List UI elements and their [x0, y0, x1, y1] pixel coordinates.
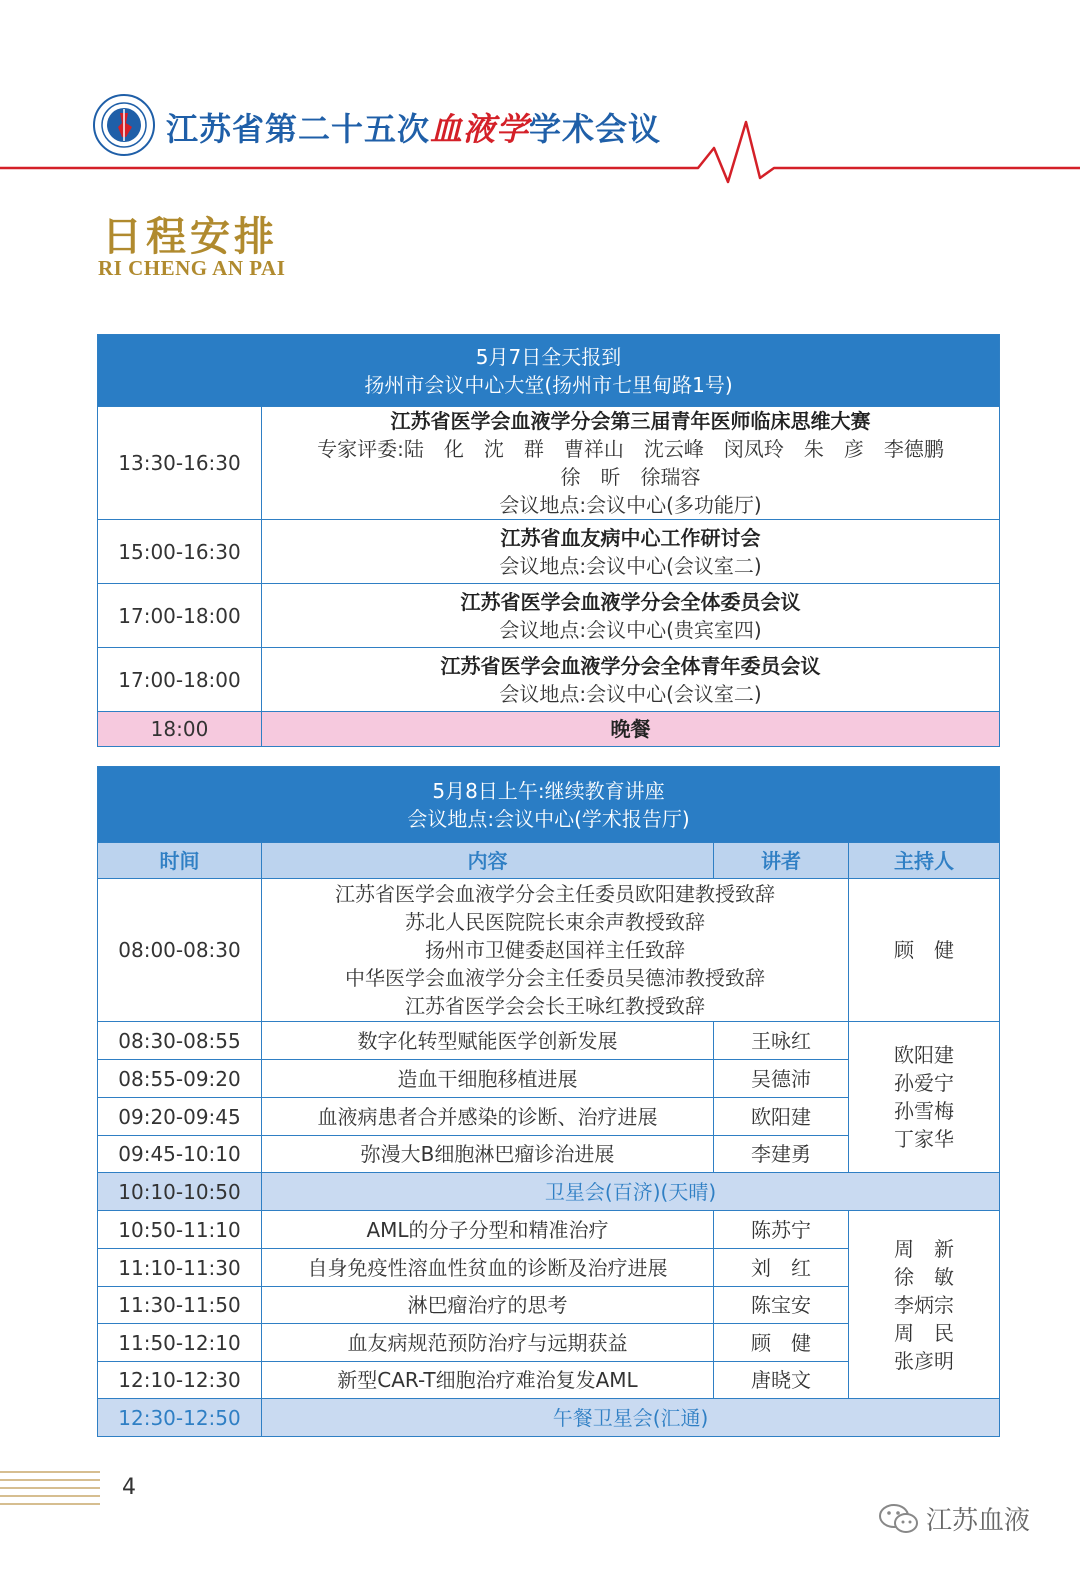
block2-hosts: 周 新 徐 敏 李炳宗 周 民 张彦明 [849, 1211, 1000, 1399]
wechat-account-name: 江苏血液 [926, 1506, 1031, 1536]
schedule-table-day2 [97, 766, 1000, 1437]
table-row: 12:10-12:30 新型CAR-T细胞治疗难治复发AML 唐晓文 [98, 1362, 1000, 1399]
table-row: 13:30-16:30 江苏省医学会血液学分会第三届青年医师临床思维大赛 专家评委:陆 化 沈 群 曹祥山 沈云峰 闵凤玲 朱 彦 李德鹏 徐 昕 徐瑞容 会议地点:会议中心(多功能厅) [98, 407, 1000, 520]
table-row: 17:00-18:00 江苏省医学会血液学分会全体委员会议 会议地点:会议中心(贵宾室四) [98, 584, 1000, 648]
day1-header: 5月7日全天报到 扬州市会议中心大堂(扬州市七里甸路1号) [98, 335, 1000, 407]
break-row: 10:10-10:50 卫星会(百济)(天晴) [98, 1173, 1000, 1211]
conference-title: 江苏省第二十五次血液学学术会议 [166, 110, 662, 148]
table-row: 10:50-11:10 AML的分子分型和精准治疗 陈苏宁 周 新 徐 敏 李炳宗 周 民 张彦明 [98, 1211, 1000, 1249]
break-row: 12:30-12:50 午餐卫星会(汇通) [98, 1399, 1000, 1437]
table-row: 11:50-12:10 血友病规范预防治疗与远期获益 顾 健 [98, 1324, 1000, 1362]
dinner-row: 18:00 晚餐 [98, 712, 1000, 747]
schedule-table-day1 [97, 334, 1000, 747]
table-row: 11:10-11:30 自身免疫性溶血性贫血的诊断及治疗进展 刘 红 [98, 1249, 1000, 1287]
table-row: 09:20-09:45 血液病患者合并感染的诊断、治疗进展 欧阳建 [98, 1098, 1000, 1136]
table-row: 09:45-10:10 弥漫大B细胞淋巴瘤诊治进展 李建勇 [98, 1136, 1000, 1173]
wechat-account [878, 1500, 1030, 1537]
section-subtitle: RI CHENG AN PAI [98, 256, 286, 280]
table-row: 15:00-16:30 江苏省血友病中心工作研讨会 会议地点:会议中心(会议室二) [98, 520, 1000, 584]
column-headers: 时间 内容 讲者 主持人 [98, 843, 1000, 879]
section-title: 日程安排 [102, 213, 278, 260]
table-row: 08:30-08:55 数字化转型赋能医学创新发展 王咏红 欧阳建 孙爱宁 孙雪梅 丁家华 [98, 1022, 1000, 1060]
footer-decoration [0, 1468, 100, 1508]
block1-hosts: 欧阳建 孙爱宁 孙雪梅 丁家华 [849, 1022, 1000, 1173]
day2-header: 5月8日上午:继续教育讲座 会议地点:会议中心(学术报告厅) [98, 767, 1000, 843]
table-row: 11:30-11:50 淋巴瘤治疗的思考 陈宝安 [98, 1287, 1000, 1324]
table-row: 08:55-09:20 造血干细胞移植进展 吴德沛 [98, 1060, 1000, 1098]
heartbeat-line [0, 112, 1080, 192]
table-row: 17:00-18:00 江苏省医学会血液学分会全体青年委员会议 会议地点:会议中心(会议室二) [98, 648, 1000, 712]
opening-row: 08:00-08:30 江苏省医学会血液学分会主任委员欧阳建教授致辞 苏北人民医院院长束余声教授致辞 扬州市卫健委赵国祥主任致辞 中华医学会血液学分会主任委员吴德沛教授致辞 江苏省医学会会长王咏红教授致辞 顾 健 [98, 879, 1000, 1022]
wechat-icon [878, 1503, 920, 1535]
page-number: 4 [122, 1475, 136, 1500]
